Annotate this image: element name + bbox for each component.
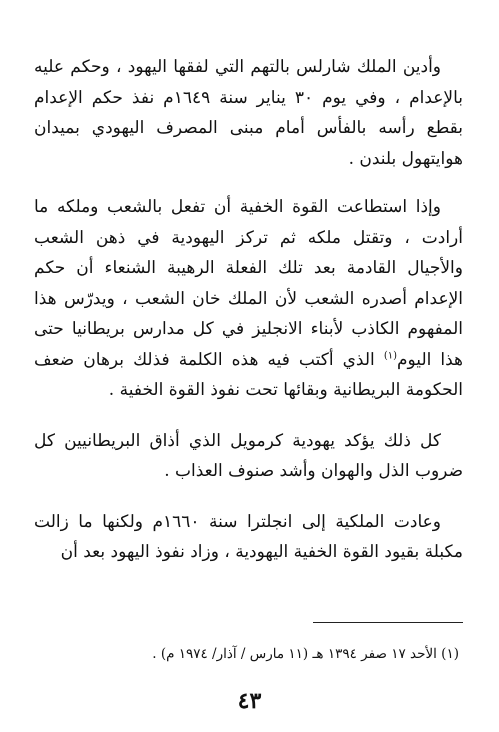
paragraph-3: كل ذلك يؤكد يهودية كرمويل الذي أذاق البريطانيين كل ضروب الذل والهوان وأشد صنوف العذاب . [34,430,463,481]
paragraph-4: وعادت الملكية إلى انجلترا سنة ١٦٦٠م ولكنها ما زالت مكبلة بقيود القوة الخفية اليهودية ، وزاد نفوذ اليهود بعد أن [34,511,463,562]
footnote-reference: (١) [383,349,397,361]
footnote: (١) الأحد ١٧ صفر ١٣٩٤ هـ (١١ مارس / آذار/ ١٩٧٤ م) . [152,646,459,662]
footnote-separator [313,622,463,623]
body-text [34,52,463,568]
paragraph-2-continuation: الذي أكتب فيه هذه الكلمة فذلك برهان ضعف الحكومة البريطانية وبقائها تحت نفوذ القوة الخفية . [34,349,463,400]
paragraph-2-text: وإذا استطاعت القوة الخفية أن تفعل بالشعب وملكه ما أرادت ، وتقتل ملكه ثم تركز اليهودية في ذهن الشعب والأجيال القادمة بعد تلك الفعلة الرهيبة الشنعاء أن حكم الإعدام أصدره الشعب لأن الملك خان الشعب ، ويدرّس هذا المفهوم الكاذب لأبناء الانجليز في كل مدارس بريطانيا حتى هذا اليوم [34,197,464,370]
page-number: ٤٣ [237,688,262,714]
paragraph-1: وأدين الملك شارلس بالتهم التي لفقها اليهود ، وحكم عليه بالإعدام ، وفي يوم ٣٠ يناير سنة ١٦٤٩م نفذ حكم الإعدام بقطع رأسه بالفأس أمام مبنى المصرف اليهودي بميدان هوايتهول بلندن . [34,57,463,169]
paragraph-2 [34,192,463,406]
